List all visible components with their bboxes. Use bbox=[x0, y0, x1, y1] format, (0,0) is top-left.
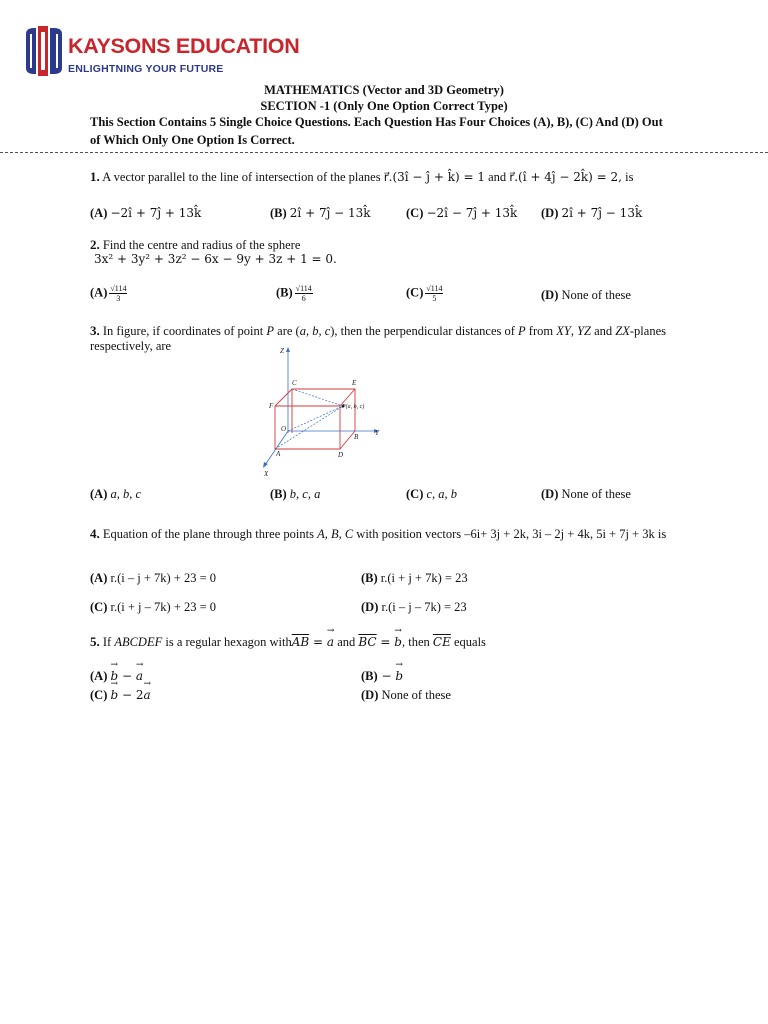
point-label: P bbox=[518, 324, 526, 338]
vector-b: → b bbox=[110, 688, 118, 702]
option-text: r.(i + j + 7k) = 23 bbox=[380, 571, 468, 585]
book-logo-icon bbox=[22, 24, 66, 80]
option-label: (D) bbox=[361, 688, 379, 702]
question-text: A vector parallel to the line of intersection of the planes bbox=[102, 170, 384, 184]
option-text: −2î − 7ĵ + 13k̂ bbox=[426, 206, 518, 220]
option-1c[interactable] bbox=[406, 206, 517, 221]
option-4d[interactable] bbox=[361, 600, 467, 615]
question-text: and bbox=[484, 170, 510, 184]
option-3a[interactable] bbox=[90, 487, 141, 502]
option-text: 2î + 7ĵ − 13k̂ bbox=[561, 206, 643, 220]
option-2b[interactable] bbox=[276, 284, 313, 303]
question-4 bbox=[90, 526, 666, 542]
question-text: If bbox=[102, 635, 115, 649]
option-4a[interactable] bbox=[90, 571, 216, 586]
option-2a[interactable] bbox=[90, 284, 127, 303]
option-label: (B) bbox=[361, 669, 378, 683]
section-divider bbox=[0, 152, 768, 153]
fraction bbox=[295, 284, 313, 303]
label-p: P(a, b, c) bbox=[342, 404, 365, 410]
question-text: , bbox=[570, 324, 578, 338]
question-text: equals bbox=[450, 635, 486, 649]
option-5b[interactable] bbox=[361, 669, 403, 684]
option-label: (C) bbox=[90, 688, 108, 702]
question-number: 4. bbox=[90, 526, 100, 541]
option-label: (D) bbox=[541, 288, 559, 302]
fraction bbox=[425, 284, 443, 303]
fraction-denominator: 5 bbox=[432, 294, 437, 303]
brand-tagline: ENLIGHTNING YOUR FUTURE bbox=[68, 63, 224, 75]
question-2 bbox=[90, 237, 300, 253]
plane-equation-1: r⃗.(3î − ĵ + k̂) = 1 bbox=[383, 170, 485, 184]
hexagon-label: ABCDEF bbox=[114, 635, 163, 649]
point-label: P bbox=[266, 324, 275, 338]
question-number: 1. bbox=[90, 169, 100, 184]
instructions bbox=[90, 113, 700, 149]
label-d: D bbox=[338, 451, 344, 459]
label-e: E bbox=[352, 379, 357, 387]
instruction-line-1: This Section Contains 5 Single Choice Questions. Each Question Has Four Choices (A), B), (C) And (D) Out bbox=[90, 115, 663, 129]
option-text: r.(i + j – 7k) + 23 = 0 bbox=[110, 600, 217, 614]
option-label: (A) bbox=[90, 669, 108, 683]
option-text: a, b, c bbox=[110, 487, 142, 501]
operator: − bbox=[377, 669, 396, 683]
question-text: Find the centre and radius of the sphere bbox=[102, 238, 301, 252]
option-label: (A) bbox=[90, 571, 108, 585]
points-label: A, B, C bbox=[317, 527, 354, 541]
question-text: -planes bbox=[629, 324, 666, 338]
diagonal-lines bbox=[275, 389, 343, 449]
question-text: are ( bbox=[274, 324, 300, 338]
vector-ab: $\overline{AB}$ bbox=[291, 635, 310, 649]
option-label: (D) bbox=[541, 487, 559, 501]
question-text: from bbox=[525, 324, 557, 338]
option-label: (C) bbox=[406, 487, 424, 501]
vector-bc: $\overline{BC}$ bbox=[358, 635, 377, 649]
option-3c[interactable] bbox=[406, 487, 457, 502]
option-label: (D) bbox=[361, 600, 379, 614]
label-b: B bbox=[354, 433, 359, 441]
option-text: r.(i – j – 7k) = 23 bbox=[381, 600, 467, 614]
option-label: (A) bbox=[90, 206, 108, 220]
question-text: and bbox=[334, 635, 359, 649]
option-label: (B) bbox=[270, 487, 287, 501]
option-5d[interactable] bbox=[361, 688, 451, 703]
option-4b[interactable] bbox=[361, 571, 468, 586]
option-3b[interactable] bbox=[270, 487, 320, 502]
option-text: 2î + 7ĵ − 13k̂ bbox=[289, 206, 371, 220]
vector-b: → b bbox=[110, 669, 118, 683]
label-x: X bbox=[264, 470, 269, 478]
option-label: (B) bbox=[276, 285, 293, 300]
label-a: A bbox=[276, 450, 281, 458]
vector-b: → b bbox=[395, 669, 403, 683]
x-axis-arrow-icon bbox=[263, 462, 268, 468]
fraction-numerator: √114 bbox=[295, 284, 312, 293]
vector-ce: $\overline{CE}$ bbox=[432, 635, 451, 649]
vector-a: → a bbox=[327, 635, 334, 649]
question-5 bbox=[90, 634, 486, 650]
option-3d[interactable] bbox=[541, 487, 631, 502]
sphere-equation: 3x² + 3y² + 3z² − 6x − 9y + 3z + 1 = 0. bbox=[94, 252, 337, 266]
option-1a[interactable] bbox=[90, 206, 201, 221]
question-text: = bbox=[376, 635, 395, 649]
question-text: = bbox=[309, 635, 327, 649]
question-text: with position vectors –6i+ 3j + 2k, 3i – 2j + 4k, 5i + 7j + 3k is bbox=[353, 527, 667, 541]
instruction-line-2: of Which Only One Option Is Correct. bbox=[90, 133, 295, 147]
question-text: and bbox=[590, 324, 616, 338]
option-label: (A) bbox=[90, 487, 108, 501]
operator: − bbox=[118, 669, 136, 683]
fraction bbox=[109, 284, 127, 303]
question-3 bbox=[90, 323, 666, 339]
option-text: None of these bbox=[561, 288, 631, 302]
plane-label: ZX bbox=[615, 324, 630, 338]
option-text: c, a, b bbox=[426, 487, 458, 501]
option-4c[interactable] bbox=[90, 600, 216, 615]
option-label: (D) bbox=[541, 206, 559, 220]
label-f: F bbox=[269, 402, 274, 410]
option-text: b, c, a bbox=[289, 487, 321, 501]
question-number: 2. bbox=[90, 237, 100, 252]
option-text: None of these bbox=[561, 487, 631, 501]
option-label: (A) bbox=[90, 285, 108, 300]
z-axis-arrow-icon bbox=[286, 347, 290, 352]
cuboid-figure bbox=[255, 343, 395, 478]
label-y: Y bbox=[375, 429, 379, 437]
vector-a: → a bbox=[144, 688, 151, 702]
option-label: (C) bbox=[90, 600, 108, 614]
fraction-denominator: 3 bbox=[116, 294, 121, 303]
vector-b: → b bbox=[394, 635, 402, 649]
fraction-denominator: 6 bbox=[301, 294, 306, 303]
option-1b[interactable] bbox=[270, 206, 371, 221]
question-3-line-2: respectively, are bbox=[90, 339, 172, 353]
label-o: O bbox=[281, 425, 287, 433]
option-2d[interactable] bbox=[541, 288, 631, 303]
section-title: SECTION -1 (Only One Option Correct Type) bbox=[260, 99, 508, 113]
question-text: ), then the perpendicular distances of bbox=[330, 324, 519, 338]
fraction-numerator: √114 bbox=[110, 284, 127, 293]
option-label: (B) bbox=[270, 206, 287, 220]
question-number: 3. bbox=[90, 323, 100, 338]
plane-label: XY bbox=[556, 324, 571, 338]
option-text: −2î + 7ĵ + 13k̂ bbox=[110, 206, 202, 220]
subject-title: MATHEMATICS (Vector and 3D Geometry) bbox=[264, 83, 504, 97]
option-2c[interactable] bbox=[406, 284, 443, 303]
question-text: is a regular hexagon with bbox=[162, 635, 292, 649]
option-label: (C) bbox=[406, 206, 424, 220]
option-1d[interactable] bbox=[541, 206, 642, 221]
option-label: (B) bbox=[361, 571, 378, 585]
question-text: In figure, if coordinates of point bbox=[102, 324, 267, 338]
plane-equation-2: r⃗.(î + 4ĵ − 2k̂) = 2, bbox=[509, 170, 622, 184]
question-text: , then bbox=[401, 635, 433, 649]
vector-a: → a bbox=[136, 669, 143, 683]
question-1 bbox=[90, 169, 633, 185]
question-number: 5. bbox=[90, 634, 100, 649]
question-text: is bbox=[622, 170, 634, 184]
operator: − 2 bbox=[118, 688, 144, 702]
option-label: (C) bbox=[406, 285, 424, 300]
option-text: None of these bbox=[381, 688, 451, 702]
label-z: Z bbox=[280, 347, 284, 355]
question-text: Equation of the plane through three points bbox=[102, 527, 318, 541]
coordinates: a, b, c bbox=[299, 324, 331, 338]
plane-label: YZ bbox=[577, 324, 591, 338]
fraction-numerator: √114 bbox=[426, 284, 443, 293]
option-5c[interactable] bbox=[90, 688, 151, 703]
label-c: C bbox=[292, 379, 297, 387]
option-text: r.(i – j + 7k) + 23 = 0 bbox=[110, 571, 217, 585]
brand-name: KAYSONS EDUCATION bbox=[68, 34, 300, 58]
